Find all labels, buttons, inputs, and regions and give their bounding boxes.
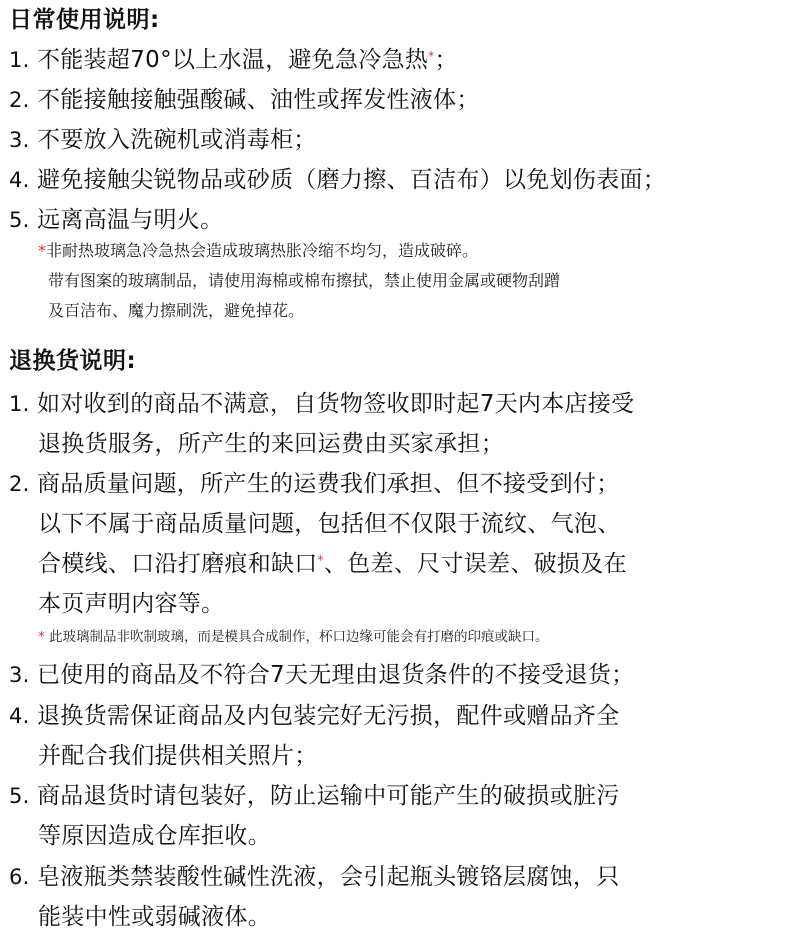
footnote [38, 626, 549, 648]
item-text: 不能接触接触强酸碱、油性或挥发性液体； [37, 87, 480, 113]
item-text: 、色差、尺寸误差、破损及在 [323, 551, 627, 577]
item-text: 商品退货时请包装好，防止运输中可能产生的破损或脏污 [37, 783, 620, 809]
item-number: 2. [9, 88, 30, 112]
item-number: 2. [9, 472, 30, 496]
item-text: 不要放入洗碗机或消毒柜； [37, 127, 317, 153]
item-text-continued: 等原因造成仓库拒收。 [38, 823, 271, 849]
item-text-continued [38, 548, 627, 583]
list-item [9, 861, 620, 893]
footnote-text: 非耐热玻璃急冷急热会造成玻璃热胀冷缩不均匀，造成破碎。 [46, 241, 479, 260]
item-text: 避免接触尖锐物品或砂质（磨力擦、百洁布）以免划伤表面； [37, 167, 667, 193]
item-number: 4. [9, 168, 30, 192]
item-number: 1. [9, 392, 30, 416]
item-text-end: ； [434, 47, 458, 73]
item-number: 5. [9, 208, 30, 232]
asterisk-mark: * [428, 49, 435, 63]
section-title-daily-use: 日常使用说明: [9, 7, 160, 33]
footnote: 及百洁布、魔力擦刷洗，避免掉花。 [48, 301, 305, 320]
asterisk-mark: * [317, 553, 324, 567]
item-text: 如对收到的商品不满意，自货物签收即时起7天内本店接受 [37, 391, 635, 417]
asterisk-mark: * [38, 629, 45, 645]
item-number: 1. [9, 48, 30, 72]
list-item [9, 468, 620, 500]
asterisk-mark: * [38, 241, 46, 260]
item-text: 商品质量问题，所产生的运费我们承担、但不接受到付； [37, 471, 620, 497]
item-text-continued: 本页声明内容等。 [38, 591, 225, 617]
footnote [38, 240, 478, 262]
list-item [9, 124, 317, 156]
footnote: 带有图案的玻璃制品，请使用海棉或棉布擦拭，禁止使用金属或硬物刮蹭 [48, 271, 561, 290]
item-number: 4. [9, 704, 30, 728]
item-text: 不能装超70°以上水温，避免急冷急热 [37, 47, 429, 73]
list-item [9, 204, 223, 236]
item-text: 已使用的商品及不符合7天无理由退货条件的不接受退货； [37, 662, 635, 688]
item-text: 皂液瓶类禁装酸性碱性洗液，会引起瓶头镀铬层腐蚀，只 [37, 864, 620, 890]
item-text: 合模线、口沿打磨痕和缺口 [38, 551, 318, 577]
list-item [9, 780, 620, 812]
item-text-continued: 退换货服务，所产生的来回运费由买家承担； [38, 431, 504, 457]
item-number: 5. [9, 784, 30, 808]
list-item [9, 388, 634, 420]
list-item [9, 700, 620, 732]
item-number: 3. [9, 663, 30, 687]
item-text-continued: 并配合我们提供相关照片； [38, 743, 318, 769]
item-number: 6. [9, 865, 30, 889]
list-item [9, 659, 634, 691]
list-item [9, 164, 666, 196]
list-item [9, 84, 480, 116]
list-item [9, 44, 458, 79]
item-text-continued: 能装中性或弱碱液体。 [38, 904, 271, 930]
section-title-returns: 退换货说明: [9, 348, 137, 374]
item-text: 远离高温与明火。 [37, 207, 224, 233]
item-number: 3. [9, 128, 30, 152]
item-text: 退换货需保证商品及内包装完好无污损，配件或赠品齐全 [37, 703, 620, 729]
footnote-text: 此玻璃制品非吹制玻璃，而是模具合成制作，杯口边缘可能会有打磨的印痕或缺口。 [44, 629, 549, 645]
item-text-continued: 以下不属于商品质量问题，包括但不仅限于流纹、气泡、 [38, 511, 621, 537]
